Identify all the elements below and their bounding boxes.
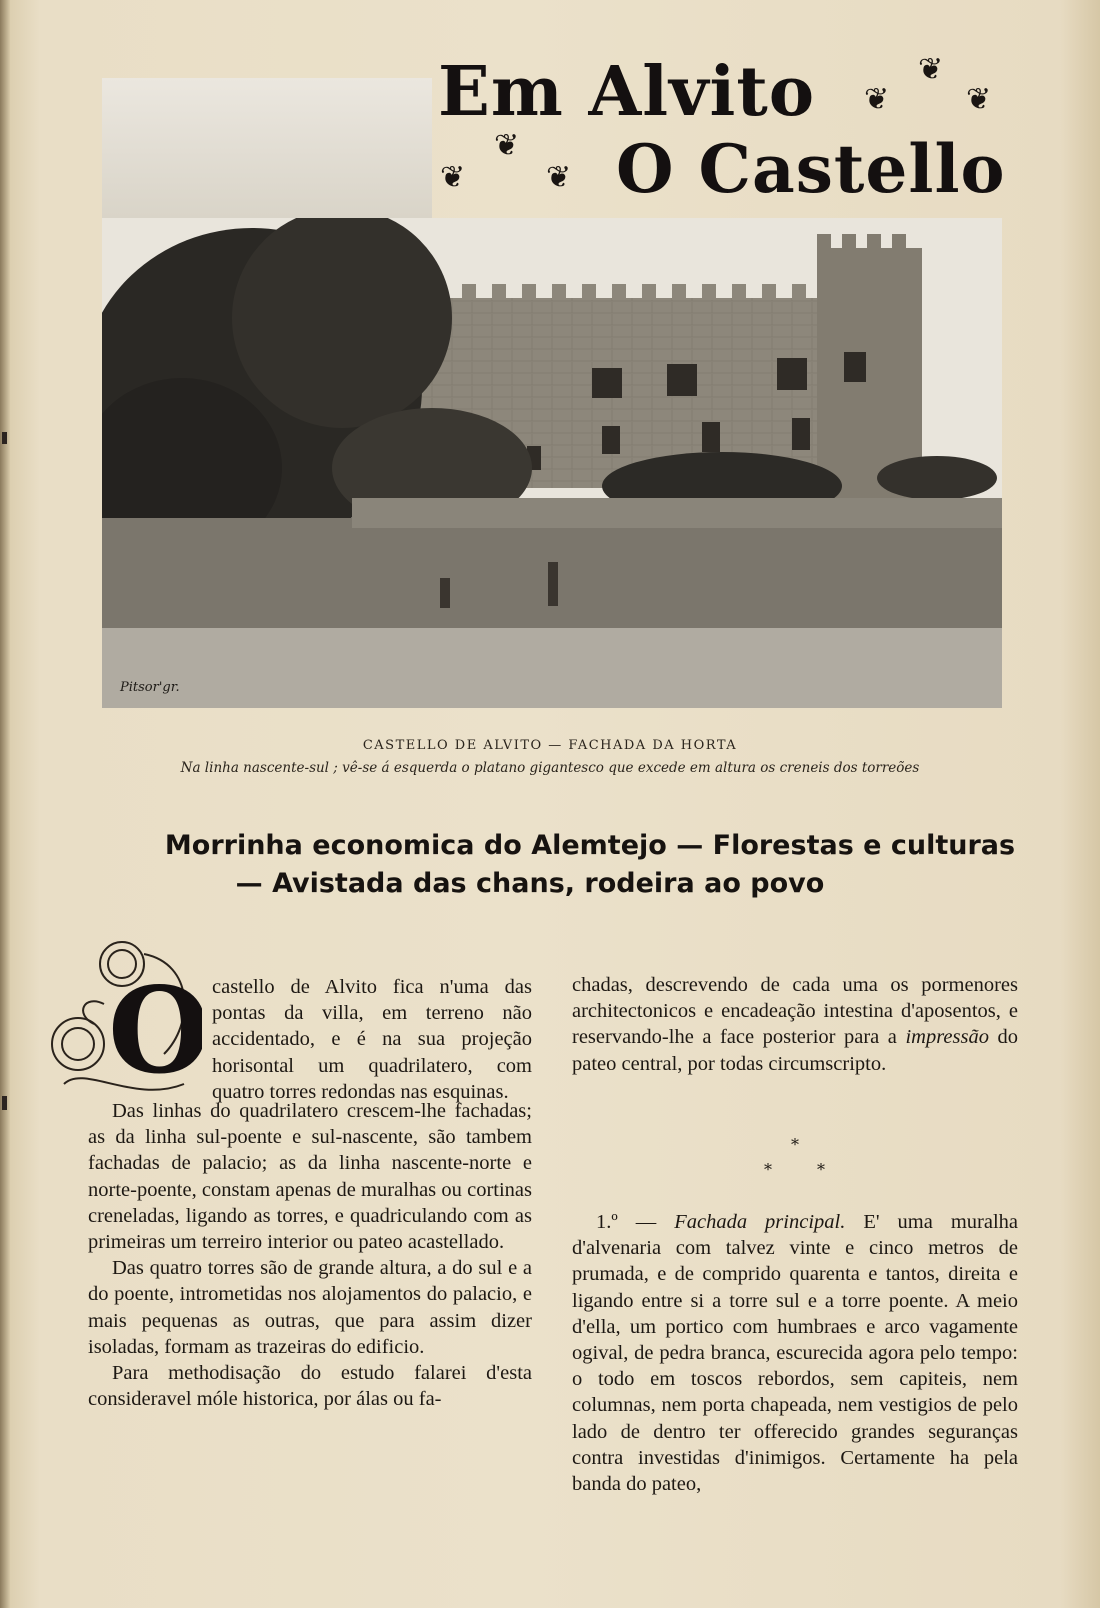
article-paragraph <box>572 972 1018 1077</box>
section-asterism: * <box>817 1160 825 1179</box>
text-run: chadas, descrevendo de cada uma os pormenores architectonicos e encadeação intestina d'aposentos, e reservando-lhe a face posterior para a <box>572 974 1018 1049</box>
page-title-line-1: Em Alvito <box>438 52 816 132</box>
section-number: 1.º — <box>596 1211 675 1233</box>
castle-photograph <box>102 218 1002 708</box>
article-right-column-top <box>572 972 1018 1077</box>
flower-ornament-icon: ❦ <box>546 160 572 195</box>
flower-ornament-icon: ❦ <box>918 52 944 87</box>
margin-mark <box>2 1096 7 1110</box>
section-asterism: * <box>764 1160 772 1179</box>
emphasis-text: impressão <box>905 1026 989 1049</box>
flower-ornament-icon: ❦ <box>440 160 466 195</box>
page-title-line-2: O Castello <box>616 130 1006 208</box>
article-paragraph <box>572 1209 1018 1497</box>
dropcap-letter: O <box>108 961 202 1100</box>
flower-ornament-icon: ❦ <box>864 82 890 117</box>
ornamental-dropcap <box>44 934 202 1110</box>
article-left-intro <box>212 974 532 1105</box>
article-headline-line-1: Morrinha economica do Alemtejo — Florestas e culturas <box>164 830 1016 861</box>
photo-sky-extension <box>102 78 432 218</box>
text-run: do pateo central, por todas circumscripto. <box>572 1026 1019 1075</box>
article-paragraph: castello de Alvito fica n'uma das pontas da villa, em terreno não accidentado, e é na sua projeção horisontal um quadrilatero, com quatro torres redondas nas esquinas. <box>212 976 532 1103</box>
photo-caption-title: CASTELLO DE ALVITO — FACHADA DA HORTA <box>362 738 738 753</box>
article-paragraph: Para methodisação do estudo falarei d'esta consideravel móle historica, por álas ou fa- <box>88 1362 532 1411</box>
section-heading: Fachada principal. <box>674 1211 846 1233</box>
castle-illustration <box>102 218 1002 708</box>
article-headline-line-2: — Avistada das chans, rodeira ao povo <box>235 868 825 899</box>
article-left-column <box>88 1098 532 1412</box>
photo-caption-description: Na linha nascente-sul ; vê-se á esquerda o platano gigantesco que excede em altura os creneis dos torreões <box>180 760 920 776</box>
page-spine <box>0 0 10 1608</box>
article-right-column-bottom <box>572 1209 1018 1497</box>
text-run: E' uma muralha d'alvenaria com talvez vinte e cinco metros de prumada, e de comprido quarenta e tantos, direita e ligando entre si a torre sul e a torre poente. A meio d'ella, um portico com humbraes e arco vagamente ogival, de pedra branca, escurecida agora pelo tempo: o todo em toscos rebordos, sem capiteis, nem columnas, nem porta chapeada, nem vestigios de pelo lado de dentro ter offerecido grandes seguranças contra investidas d'inimigos. Certamente ha pela banda do pateo, <box>572 1211 1018 1496</box>
article-paragraph: Das linhas do quadrilatero crescem-lhe fachadas; as da linha sul-poente e sul-nascente, são tambem fachadas de palacio; as da linha nascente-norte e norte-poente, constam apenas de muralhas ou cortinas creneladas, ligando as torres, e quadriculando com as primeiras um terreiro interior ou pateo acastellado. <box>88 1100 532 1254</box>
section-asterism: * <box>791 1135 799 1154</box>
article-paragraph: Das quatro torres são de grande altura, a do sul e a do poente, intrometidas nos alojamentos do palacio, e mais pequenas as outras, que para assim dizer isoladas, formam as trazeiras do edificio. <box>88 1257 532 1358</box>
flower-ornament-icon: ❦ <box>966 82 992 117</box>
photo-signature: Pitsor'gr. <box>120 680 180 695</box>
flower-ornament-icon: ❦ <box>494 128 520 163</box>
margin-mark <box>2 432 7 444</box>
